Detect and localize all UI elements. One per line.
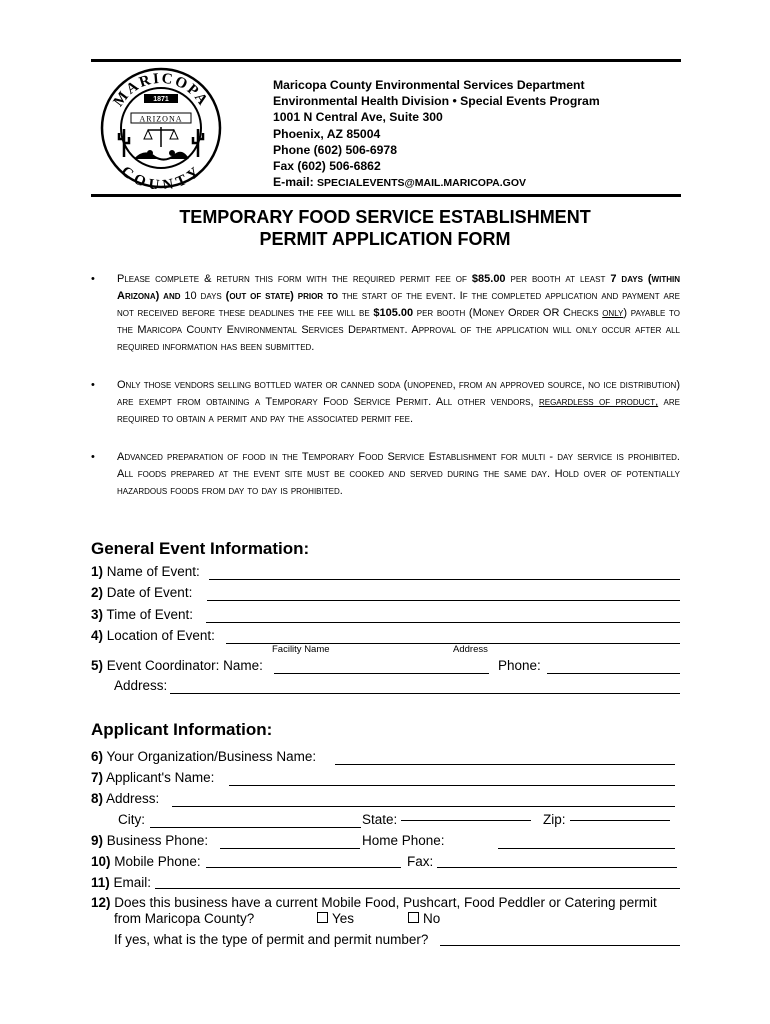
seal-band-text: ARIZONA (139, 114, 183, 124)
event-location-row: 4) Location of Event: (91, 628, 215, 643)
event-date-field[interactable] (207, 600, 680, 601)
applicant-name-field[interactable] (229, 785, 675, 786)
no-checkbox[interactable] (408, 912, 419, 923)
header-bottom-rule (91, 194, 681, 197)
fax-number: Fax (602) 506-6862 (273, 159, 381, 174)
fax-field[interactable] (437, 867, 677, 868)
event-time-row: 3) Time of Event: (91, 607, 194, 622)
street-address: 1001 N Central Ave, Suite 300 (273, 110, 443, 125)
state-label: State: (362, 812, 398, 827)
instruction-fee-deadline: • Please complete & return this form with the required permit fee of $85.00 per booth at least 7 days (within Arizona) and 10 days (out of state) prior to the start of the event. If the completed application and payment are not received before these deadlines the fee will be $105.00 per booth (Money Order OR Checks only) payable to the Maricopa County Environmental Services Department. Approval of the application will only occur after all required information has been submitted. (91, 273, 680, 353)
facility-name-caption: Facility Name (272, 644, 330, 655)
fax-label: Fax: (407, 854, 434, 869)
department-contact-block (273, 77, 600, 191)
seal-bottom-text: COUNTY (117, 163, 205, 189)
home-phone-label: Home Phone: (362, 833, 445, 848)
division-name: Environmental Health Division • Special Events Program (273, 94, 600, 109)
coordinator-address-label: Address: (114, 678, 168, 693)
email-field[interactable] (155, 888, 680, 889)
mobile-phone-field[interactable] (206, 867, 401, 868)
instruction-advance-prep: • Advanced preparation of food in the Temporary Food Service Establishment for multi - day service is prohibited. All foods prepared at the event site must be cooked and served during the same day. Hold over of potentially hazardous foods from day to day is prohibited. (91, 451, 680, 497)
event-name-row: 1) Name of Event: (91, 564, 200, 579)
no-option[interactable]: No (408, 910, 440, 928)
mobile-phone-row: 10) Mobile Phone: (91, 854, 201, 869)
address-caption: Address (453, 644, 488, 655)
applicant-name-row: 7) Applicant's Name: (91, 770, 215, 785)
instructions-list (91, 271, 680, 500)
title-line-1: TEMPORARY FOOD SERVICE ESTABLISHMENT (179, 207, 591, 227)
seal-top-text: MARICOPA (110, 70, 212, 110)
coordinator-address-field[interactable] (170, 693, 680, 694)
coordinator-phone-label: Phone: (498, 658, 541, 673)
organization-name-row: 6) Your Organization/Business Name: (91, 749, 317, 764)
title-line-2: PERMIT APPLICATION FORM (259, 229, 511, 249)
bullet-icon: • (91, 379, 95, 391)
email-address[interactable]: SPECIALEVENTS@MAIL.MARICOPA.GOV (317, 177, 527, 190)
city-state-zip: Phoenix, AZ 85004 (273, 126, 381, 141)
event-name-field[interactable] (209, 579, 680, 580)
bullet-icon: • (91, 273, 95, 285)
business-phone-row: 9) Business Phone: (91, 833, 209, 848)
department-name: Maricopa County Environmental Services Department (273, 78, 585, 92)
state-field[interactable] (401, 820, 531, 821)
general-event-heading: General Event Information: (91, 539, 310, 558)
yes-option[interactable]: Yes (317, 910, 354, 928)
city-label: City: (118, 812, 145, 827)
event-coordinator-row: 5) Event Coordinator: Name: (91, 658, 263, 673)
applicant-address-row: 8) Address: (91, 791, 160, 806)
zip-label: Zip: (543, 812, 566, 827)
event-date-row: 2) Date of Event: (91, 585, 193, 600)
coordinator-name-field[interactable] (274, 673, 489, 674)
email-row: 11) Email: (91, 875, 152, 890)
header-top-rule (91, 59, 681, 62)
svg-text:MARICOPA (111, 71, 212, 110)
phone-number: Phone (602) 506-6978 (273, 142, 397, 157)
seal-year: 1871 (153, 96, 169, 103)
yes-checkbox[interactable] (317, 912, 328, 923)
business-phone-field[interactable] (220, 848, 360, 849)
permit-type-number-field[interactable] (440, 945, 680, 946)
current-permit-question: 12) Does this business have a current Mobile Food, Pushcart, Food Peddler or Catering permit (91, 895, 657, 910)
city-field[interactable] (150, 827, 361, 828)
bullet-icon: • (91, 451, 95, 463)
permit-type-question: If yes, what is the type of permit and permit number? (114, 932, 429, 947)
event-time-field[interactable] (206, 622, 680, 623)
current-permit-question-line2: from Maricopa County? (114, 911, 255, 926)
email-line (273, 174, 600, 191)
applicant-info-heading: Applicant Information: (91, 720, 273, 739)
form-title (0, 206, 770, 250)
coordinator-phone-field[interactable] (547, 673, 680, 674)
maricopa-county-seal-logo (100, 67, 222, 189)
home-phone-field[interactable] (498, 848, 675, 849)
organization-name-field[interactable] (335, 764, 675, 765)
applicant-address-field[interactable] (172, 806, 675, 807)
zip-field[interactable] (570, 820, 670, 821)
email-label: E-mail: (273, 175, 318, 190)
instruction-exemptions: • Only those vendors selling bottled water or canned soda (unopened, from an approved source, no ice distribution) are exempt from obtaining a Temporary Food Service Permit. All other vendors, regardless of product, are required to obtain a permit and pay the associated permit fee. (91, 379, 680, 425)
